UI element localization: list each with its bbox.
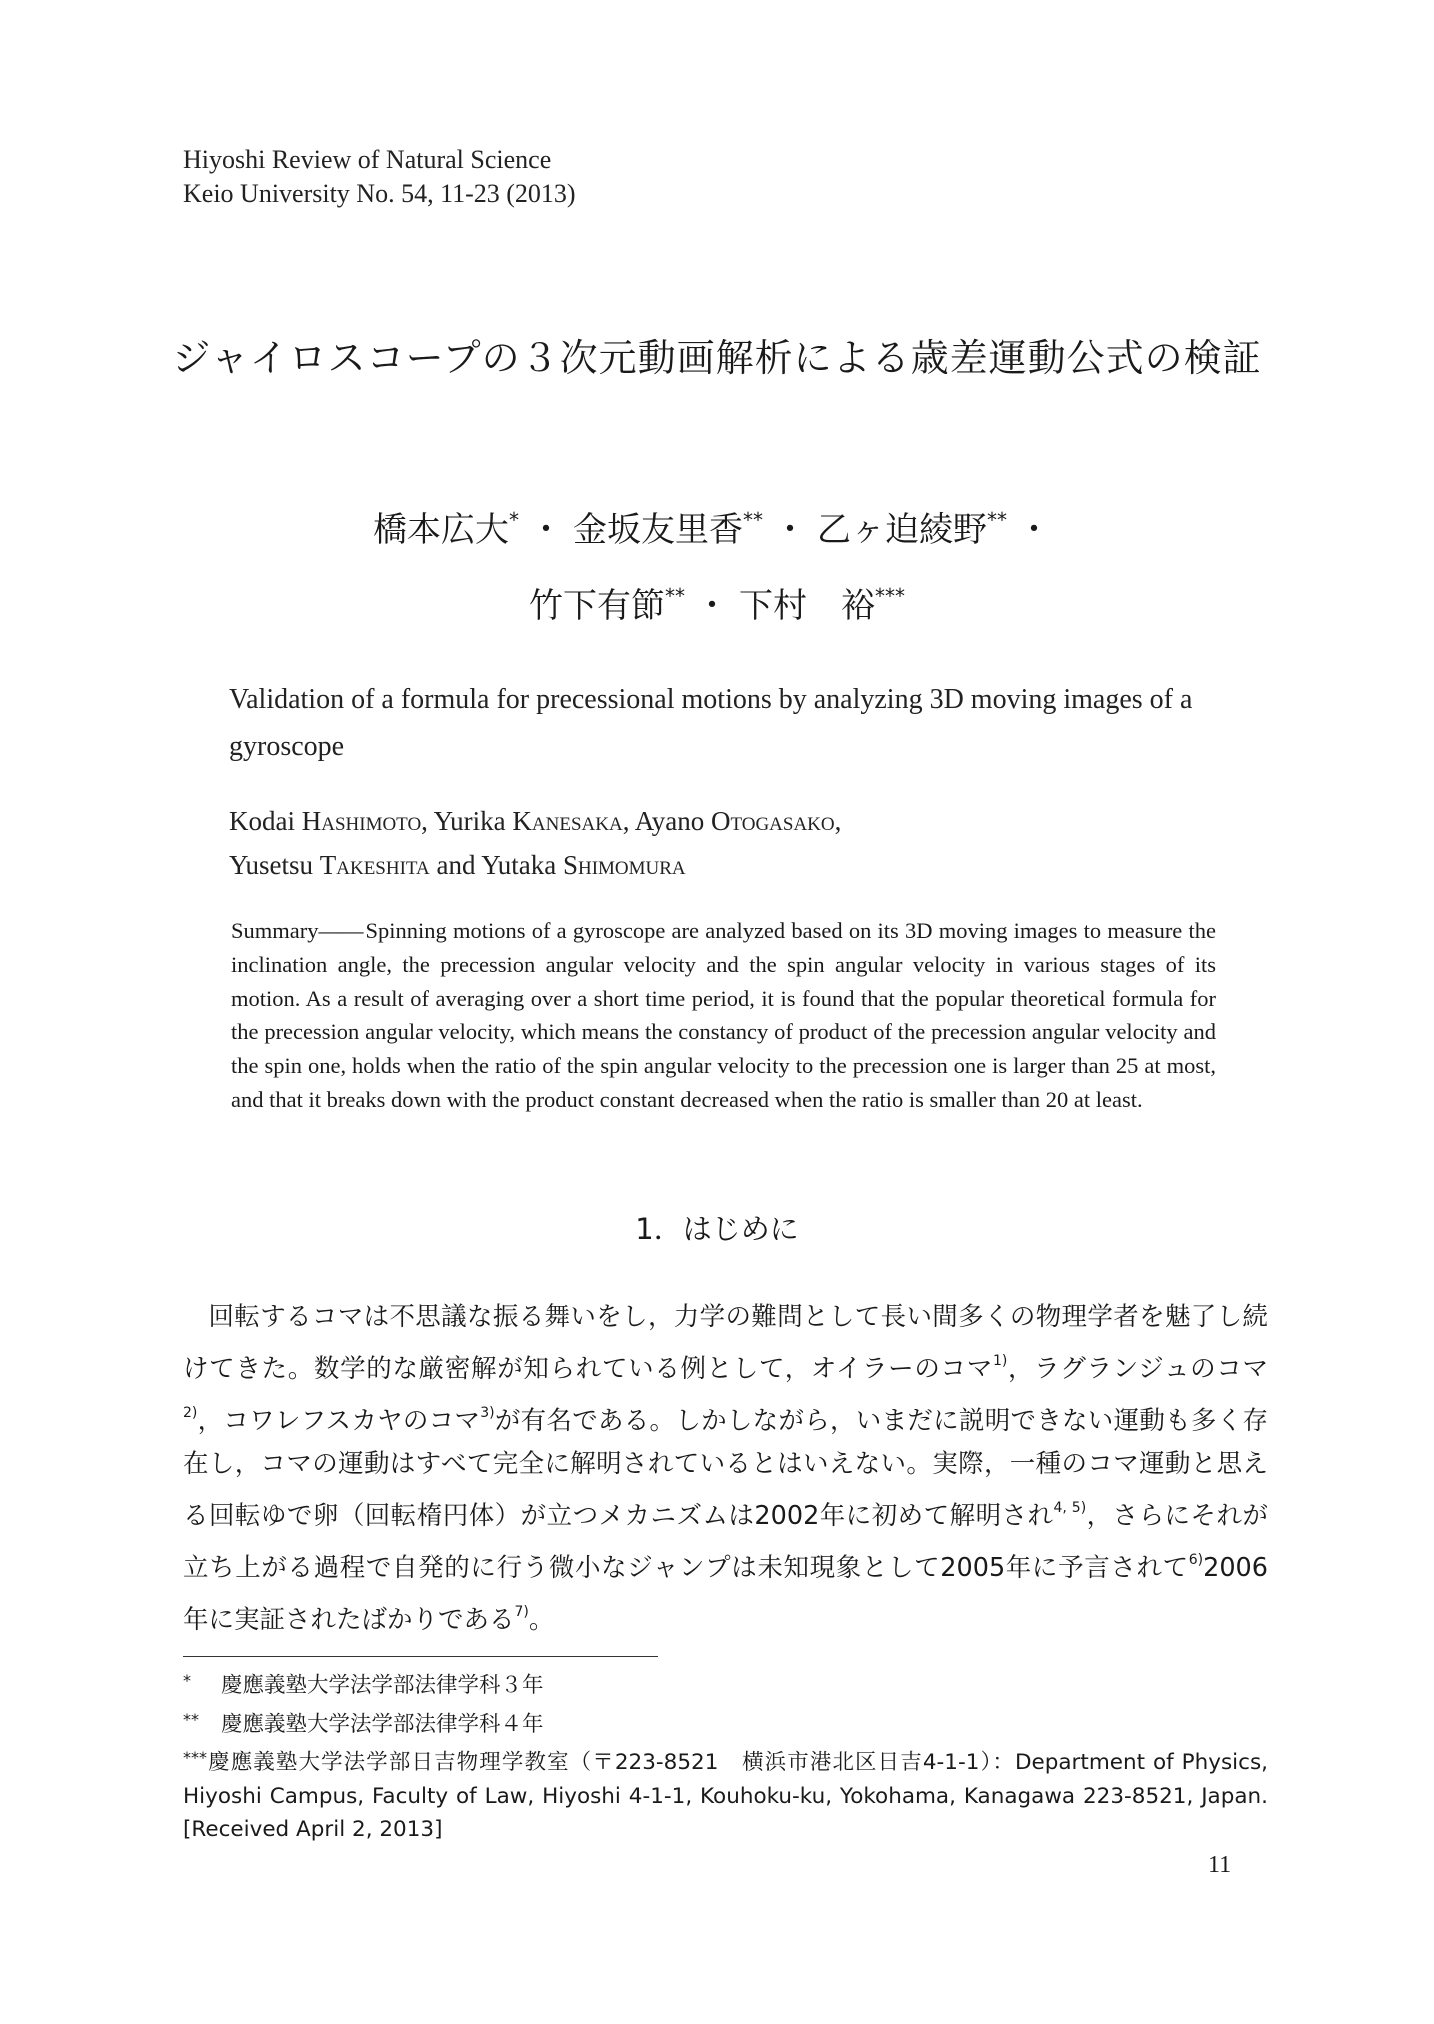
footnote-text: 慶應義塾大学法学部法律学科３年 [221,1673,544,1698]
author-name: 乙ヶ迫綾野 [817,510,987,550]
author-mark: * [509,508,519,532]
text-run: ，さらにそれが立ち上がる過程で自発的に行う微小なジャンプは未知現象として2005年に予言されて [183,1501,1268,1583]
authors-en [229,799,841,887]
text-run: 2006年に実証されたばかりである [183,1552,1268,1635]
journal-header [183,143,576,211]
author-mark: ** [743,508,763,532]
author-family: Hashimoto [301,806,422,836]
authors-en-line1: Kodai Hashimoto, Yurika Kanesaka, Ayano Otogasako, [229,806,842,836]
author-name: 竹下有節 [529,586,665,626]
author-name: 橋本広大 [373,510,509,550]
footnote-text: 慶應義塾大学法学部日吉物理学教室（〒223-8521 横浜市港北区日吉4-1-1）：Department of Physics, Hiyoshi Campus, Faculty of Law, Hiyoshi 4-1-1, Kouhoku-ku, Yokohama, Kanagawa 223-8521, Japan. [Received April 2, 2013] [183,1750,1268,1842]
citation: 3) [480,1404,495,1421]
author-mark: ** [987,508,1007,532]
journal-name: Hiyoshi Review of Natural Science [183,145,552,174]
author-mark: *** [875,584,905,608]
body-text [183,1296,1268,1643]
authors-jp-line1 [0,487,1434,563]
author-given: Yurika [433,806,506,836]
text-run: ，ラグランジュのコマ [1007,1353,1269,1384]
author-conjunction: and [436,850,476,880]
footnote [183,1741,1268,1847]
abstract-text: Spinning motions of a gyroscope are analyzed based on its 3D moving images to measure the inclination angle, the precession angular velocity and the spin angular velocity in various stages of its motion. As a result of averaging over a short time period, it is found that the popular theoretical formula for the precession angular velocity, which means the constancy of product of the precession angular velocity and the spin one, holds when the ratio of the spin angular velocity to the precession one is larger than 25 at most, and that it breaks down with the product constant decreased when the ratio is smaller than 20 at least. [231,918,1216,1112]
authors-jp [0,487,1434,639]
citation: 6) [1188,1551,1204,1568]
author-given: Yusetsu [229,850,314,880]
author-separator: ・ [529,510,563,550]
author-family: Kanesaka [512,806,623,836]
author-given: Ayano [634,806,705,836]
citation: 1) [992,1352,1008,1369]
journal-issue: Keio University No. 54, 11-23 (2013) [183,179,576,208]
author-family: Otogasako [710,806,835,836]
footnote-text: 慶應義塾大学法学部法律学科４年 [221,1711,544,1737]
footnote-divider [183,1656,658,1657]
footnote [183,1664,1268,1703]
footnote-mark: * [183,1671,191,1690]
author-separator: ・ [773,510,807,550]
page-number: 11 [1208,1852,1232,1878]
authors-jp-line2 [0,563,1434,639]
footnote-mark: ** [183,1709,199,1729]
author-separator: ・ [695,586,729,626]
text-run: ，コワレフスカヤのコマ [197,1405,481,1436]
text-run: 。 [528,1604,555,1635]
author-separator: ・ [1017,510,1051,550]
footnotes [183,1664,1268,1847]
authors-en-line2 [229,843,841,887]
author-family: Takeshita [319,850,430,880]
citation: 4, 5) [1053,1500,1087,1517]
footnote [183,1703,1268,1742]
author-family: Shimomura [562,850,686,880]
text-run: が有名である。しかしながら，いまだに説明できない運動も多く存在し，コマの運動はすべて完全に解明されているとはいえない。実際，一種のコマ運動と思える回転ゆで卵（回転楕円体）が立つメカニズムは2002年に初めて解明され [183,1405,1268,1532]
text-run: 回転するコマは不思議な振る舞いをし，力学の難問として長い間多くの物理学者を魅了し続けてきた。数学的な厳密解が知られている例として，オイラーのコマ [183,1302,1268,1384]
abstract-label: Summary―― [231,918,364,943]
author-given: Yutaka [481,850,557,880]
author-given: Kodai [229,806,295,836]
author-mark: ** [665,584,685,608]
paragraph [183,1296,1268,1643]
citation: 7) [514,1603,529,1620]
author-name: 金坂友里香 [573,510,743,550]
section-heading: 1．はじめに [635,1212,799,1246]
footnote-mark: *** [183,1748,207,1767]
citation: 2) [183,1404,198,1421]
author-name: 下村 裕 [739,586,875,626]
paper-title-jp: ジャイロスコープの３次元動画解析による歳差運動公式の検証 [172,336,1262,380]
abstract [231,914,1216,1117]
paper-title-en: Validation of a formula for precessional motions by analyzing 3D moving images of a gyroscope [229,684,1193,762]
